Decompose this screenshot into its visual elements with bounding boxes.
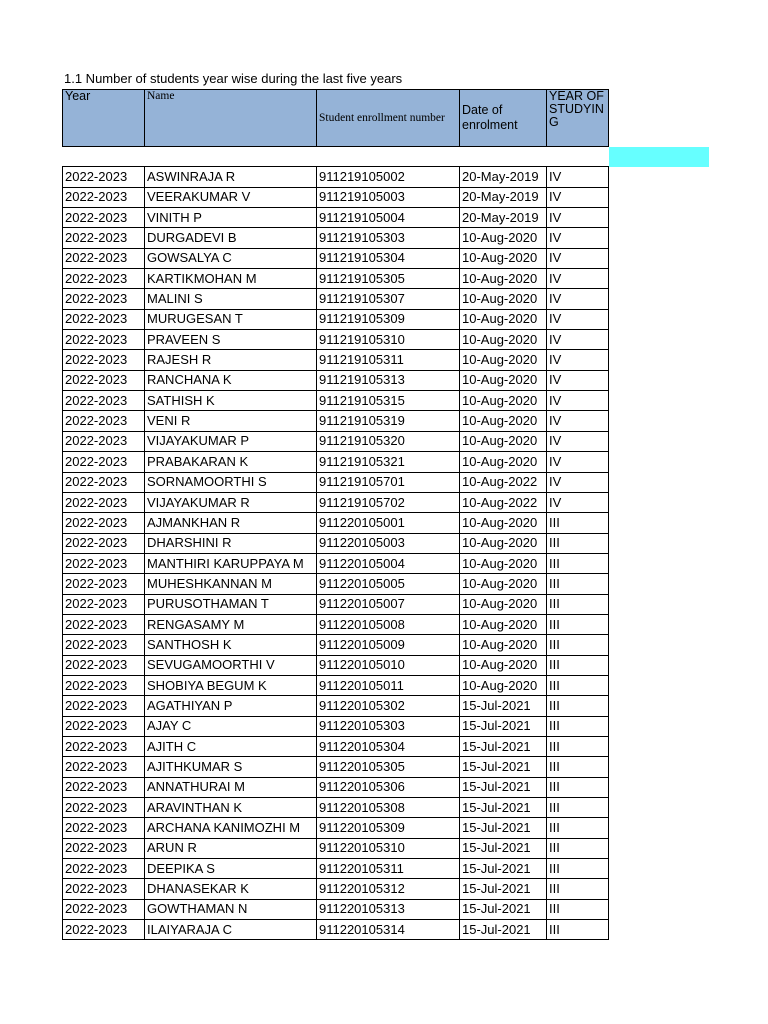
- cell-year-of-studying: III: [547, 859, 609, 879]
- cell-enrollment-number: 911219105702: [317, 492, 460, 512]
- cell-year-of-studying: III: [547, 614, 609, 634]
- cell-year: 2022-2023: [63, 594, 145, 614]
- header-enrollment-number: Student enrollment number: [317, 90, 460, 147]
- table-row: [63, 269, 609, 289]
- header-name: Name: [145, 90, 317, 147]
- table-row: [63, 920, 609, 940]
- cell-name: PURUSOTHAMAN T: [145, 594, 317, 614]
- cell-name: VEERAKUMAR V: [145, 187, 317, 207]
- cell-year-of-studying: IV: [547, 289, 609, 309]
- cell-enrollment-number: 911219105315: [317, 391, 460, 411]
- cell-year: 2022-2023: [63, 167, 145, 187]
- cell-name: AJITHKUMAR S: [145, 757, 317, 777]
- cell-year: 2022-2023: [63, 614, 145, 634]
- cell-year: 2022-2023: [63, 187, 145, 207]
- table-row: [63, 411, 609, 431]
- header-year: Year: [63, 90, 145, 147]
- cell-name: VINITH P: [145, 208, 317, 228]
- table-row: [63, 675, 609, 695]
- cell-name: RANCHANA K: [145, 370, 317, 390]
- cell-enrollment-number: 911220105308: [317, 798, 460, 818]
- cell-year: 2022-2023: [63, 391, 145, 411]
- cell-enrollment-number: 911220105302: [317, 696, 460, 716]
- cell-year: 2022-2023: [63, 696, 145, 716]
- table-row: [63, 370, 609, 390]
- cell-year: 2022-2023: [63, 757, 145, 777]
- cell-date-of-enrolment: 10-Aug-2022: [460, 472, 547, 492]
- cell-year: 2022-2023: [63, 920, 145, 940]
- cell-year-of-studying: IV: [547, 391, 609, 411]
- cell-name: AJMANKHAN R: [145, 513, 317, 533]
- cell-enrollment-number: 911219105309: [317, 309, 460, 329]
- table-row: [63, 696, 609, 716]
- cell-name: KARTIKMOHAN M: [145, 269, 317, 289]
- table-row: [63, 492, 609, 512]
- cell-enrollment-number: 911220105313: [317, 899, 460, 919]
- cell-year-of-studying: III: [547, 838, 609, 858]
- cell-date-of-enrolment: 10-Aug-2020: [460, 411, 547, 431]
- cell-name: DEEPIKA S: [145, 859, 317, 879]
- cell-date-of-enrolment: 10-Aug-2020: [460, 655, 547, 675]
- section-row: [63, 147, 609, 167]
- cell-name: VIJAYAKUMAR R: [145, 492, 317, 512]
- cell-year-of-studying: III: [547, 513, 609, 533]
- cell-date-of-enrolment: 10-Aug-2020: [460, 391, 547, 411]
- table-row: [63, 513, 609, 533]
- cell-enrollment-number: 911220105311: [317, 859, 460, 879]
- table-row: [63, 818, 609, 838]
- document-caption: 1.1 Number of students year wise during the last five years: [64, 71, 403, 86]
- table-row: [63, 594, 609, 614]
- cell-name: MUHESHKANNAN M: [145, 574, 317, 594]
- cell-date-of-enrolment: 10-Aug-2020: [460, 614, 547, 634]
- cell-enrollment-number: 911219105305: [317, 269, 460, 289]
- cell-date-of-enrolment: 20-May-2019: [460, 208, 547, 228]
- cell-date-of-enrolment: 10-Aug-2020: [460, 309, 547, 329]
- cell-enrollment-number: 911219105002: [317, 167, 460, 187]
- cell-year-of-studying: III: [547, 696, 609, 716]
- cell-date-of-enrolment: 20-May-2019: [460, 167, 547, 187]
- cell-year: 2022-2023: [63, 411, 145, 431]
- table-row: [63, 614, 609, 634]
- table-row: [63, 289, 609, 309]
- cell-year: 2022-2023: [63, 798, 145, 818]
- cell-year: 2022-2023: [63, 838, 145, 858]
- cell-name: ANNATHURAI M: [145, 777, 317, 797]
- cell-name: SATHISH K: [145, 391, 317, 411]
- cell-enrollment-number: 911219105319: [317, 411, 460, 431]
- cell-enrollment-number: 911220105303: [317, 716, 460, 736]
- cell-date-of-enrolment: 10-Aug-2020: [460, 330, 547, 350]
- cell-enrollment-number: 911219105003: [317, 187, 460, 207]
- cell-date-of-enrolment: 15-Jul-2021: [460, 696, 547, 716]
- section-row-cell: [63, 147, 609, 167]
- cell-date-of-enrolment: 10-Aug-2020: [460, 675, 547, 695]
- table-row: [63, 655, 609, 675]
- cell-name: MALINI S: [145, 289, 317, 309]
- cell-year: 2022-2023: [63, 553, 145, 573]
- cell-enrollment-number: 911220105004: [317, 553, 460, 573]
- cell-name: GOWTHAMAN N: [145, 899, 317, 919]
- table-row: [63, 757, 609, 777]
- cell-enrollment-number: 911220105003: [317, 533, 460, 553]
- cell-name: ARUN R: [145, 838, 317, 858]
- cell-enrollment-number: 911219105303: [317, 228, 460, 248]
- cell-year: 2022-2023: [63, 675, 145, 695]
- table-row: [63, 330, 609, 350]
- table-row: [63, 736, 609, 756]
- cell-year: 2022-2023: [63, 655, 145, 675]
- cell-year-of-studying: IV: [547, 167, 609, 187]
- cell-name: PRABAKARAN K: [145, 452, 317, 472]
- cell-name: DHARSHINI R: [145, 533, 317, 553]
- cell-enrollment-number: 911220105001: [317, 513, 460, 533]
- header-year-of-studying: YEAR OF STUDYIN G: [547, 90, 609, 147]
- cell-date-of-enrolment: 10-Aug-2020: [460, 594, 547, 614]
- cell-year-of-studying: IV: [547, 248, 609, 268]
- table-row: [63, 431, 609, 451]
- cell-year: 2022-2023: [63, 533, 145, 553]
- cell-date-of-enrolment: 15-Jul-2021: [460, 818, 547, 838]
- cell-year: 2022-2023: [63, 330, 145, 350]
- cell-name: AJITH C: [145, 736, 317, 756]
- table-row: [63, 248, 609, 268]
- cell-year: 2022-2023: [63, 879, 145, 899]
- cell-year: 2022-2023: [63, 716, 145, 736]
- cell-date-of-enrolment: 10-Aug-2020: [460, 452, 547, 472]
- cell-year-of-studying: IV: [547, 411, 609, 431]
- cell-date-of-enrolment: 15-Jul-2021: [460, 757, 547, 777]
- table-row: [63, 899, 609, 919]
- cell-name: RENGASAMY M: [145, 614, 317, 634]
- cell-date-of-enrolment: 10-Aug-2020: [460, 574, 547, 594]
- cell-name: ARCHANA KANIMOZHI M: [145, 818, 317, 838]
- cell-name: MANTHIRI KARUPPAYA M: [145, 553, 317, 573]
- cell-year: 2022-2023: [63, 289, 145, 309]
- cell-year-of-studying: III: [547, 655, 609, 675]
- table-row: [63, 635, 609, 655]
- cell-year-of-studying: III: [547, 736, 609, 756]
- cell-date-of-enrolment: 10-Aug-2020: [460, 269, 547, 289]
- cell-year-of-studying: III: [547, 899, 609, 919]
- cell-year-of-studying: IV: [547, 187, 609, 207]
- cell-date-of-enrolment: 10-Aug-2020: [460, 635, 547, 655]
- cell-date-of-enrolment: 10-Aug-2020: [460, 533, 547, 553]
- cell-name: VIJAYAKUMAR P: [145, 431, 317, 451]
- cell-enrollment-number: 911220105306: [317, 777, 460, 797]
- cell-year: 2022-2023: [63, 777, 145, 797]
- cell-date-of-enrolment: 15-Jul-2021: [460, 920, 547, 940]
- cell-year: 2022-2023: [63, 492, 145, 512]
- cell-year: 2022-2023: [63, 472, 145, 492]
- cell-enrollment-number: 911219105701: [317, 472, 460, 492]
- cell-enrollment-number: 911220105008: [317, 614, 460, 634]
- cell-name: ARAVINTHAN K: [145, 798, 317, 818]
- cell-year-of-studying: III: [547, 757, 609, 777]
- cell-date-of-enrolment: 10-Aug-2022: [460, 492, 547, 512]
- cell-name: GOWSALYA C: [145, 248, 317, 268]
- table-row: [63, 350, 609, 370]
- cell-year-of-studying: III: [547, 533, 609, 553]
- cell-year-of-studying: IV: [547, 492, 609, 512]
- cell-year-of-studying: IV: [547, 350, 609, 370]
- cell-enrollment-number: 911220105310: [317, 838, 460, 858]
- cell-name: AJAY C: [145, 716, 317, 736]
- cell-year: 2022-2023: [63, 350, 145, 370]
- cell-year-of-studying: IV: [547, 330, 609, 350]
- cell-date-of-enrolment: 10-Aug-2020: [460, 228, 547, 248]
- cell-enrollment-number: 911220105312: [317, 879, 460, 899]
- cell-enrollment-number: 911219105311: [317, 350, 460, 370]
- table-row: [63, 309, 609, 329]
- cell-year-of-studying: IV: [547, 228, 609, 248]
- cell-date-of-enrolment: 10-Aug-2020: [460, 350, 547, 370]
- cell-year-of-studying: IV: [547, 269, 609, 289]
- cell-enrollment-number: 911219105307: [317, 289, 460, 309]
- cell-date-of-enrolment: 15-Jul-2021: [460, 716, 547, 736]
- table-row: [63, 798, 609, 818]
- students-table: [62, 89, 609, 940]
- cell-year-of-studying: III: [547, 716, 609, 736]
- table-row: [63, 452, 609, 472]
- cell-name: DHANASEKAR K: [145, 879, 317, 899]
- cell-year: 2022-2023: [63, 208, 145, 228]
- cell-name: SORNAMOORTHI S: [145, 472, 317, 492]
- cell-enrollment-number: 911220105005: [317, 574, 460, 594]
- table-row: [63, 391, 609, 411]
- cell-enrollment-number: 911219105321: [317, 452, 460, 472]
- table-row: [63, 553, 609, 573]
- table-row: [63, 838, 609, 858]
- cell-year: 2022-2023: [63, 269, 145, 289]
- cell-enrollment-number: 911220105304: [317, 736, 460, 756]
- cell-year-of-studying: III: [547, 574, 609, 594]
- cell-year-of-studying: IV: [547, 370, 609, 390]
- cell-year-of-studying: III: [547, 798, 609, 818]
- cell-year-of-studying: III: [547, 777, 609, 797]
- cell-year-of-studying: IV: [547, 452, 609, 472]
- cell-year: 2022-2023: [63, 899, 145, 919]
- table-row: [63, 859, 609, 879]
- cell-date-of-enrolment: 15-Jul-2021: [460, 736, 547, 756]
- table-row: [63, 167, 609, 187]
- cell-year-of-studying: IV: [547, 472, 609, 492]
- cell-enrollment-number: 911220105010: [317, 655, 460, 675]
- cell-name: RAJESH R: [145, 350, 317, 370]
- cell-year-of-studying: III: [547, 920, 609, 940]
- table-header-row: [63, 90, 609, 147]
- cell-enrollment-number: 911219105320: [317, 431, 460, 451]
- cell-date-of-enrolment: 15-Jul-2021: [460, 798, 547, 818]
- cell-enrollment-number: 911220105009: [317, 635, 460, 655]
- table-row: [63, 187, 609, 207]
- table-row: [63, 472, 609, 492]
- cell-date-of-enrolment: 15-Jul-2021: [460, 879, 547, 899]
- cell-year: 2022-2023: [63, 635, 145, 655]
- cell-date-of-enrolment: 15-Jul-2021: [460, 899, 547, 919]
- cell-year: 2022-2023: [63, 309, 145, 329]
- cell-year-of-studying: IV: [547, 431, 609, 451]
- cell-enrollment-number: 911220105007: [317, 594, 460, 614]
- cell-date-of-enrolment: 10-Aug-2020: [460, 248, 547, 268]
- cell-name: AGATHIYAN P: [145, 696, 317, 716]
- cell-name: ILAIYARAJA C: [145, 920, 317, 940]
- cell-date-of-enrolment: 15-Jul-2021: [460, 838, 547, 858]
- cell-year: 2022-2023: [63, 859, 145, 879]
- table-row: [63, 777, 609, 797]
- table-row: [63, 228, 609, 248]
- cell-year: 2022-2023: [63, 818, 145, 838]
- cell-name: SHOBIYA BEGUM K: [145, 675, 317, 695]
- cell-date-of-enrolment: 15-Jul-2021: [460, 859, 547, 879]
- cell-year: 2022-2023: [63, 431, 145, 451]
- cell-enrollment-number: 911220105305: [317, 757, 460, 777]
- cell-year-of-studying: III: [547, 879, 609, 899]
- cell-name: PRAVEEN S: [145, 330, 317, 350]
- cell-enrollment-number: 911219105004: [317, 208, 460, 228]
- cell-name: SEVUGAMOORTHI V: [145, 655, 317, 675]
- cell-year-of-studying: IV: [547, 208, 609, 228]
- cell-date-of-enrolment: 10-Aug-2020: [460, 513, 547, 533]
- cell-year: 2022-2023: [63, 370, 145, 390]
- cell-enrollment-number: 911220105309: [317, 818, 460, 838]
- table-row: [63, 574, 609, 594]
- cell-enrollment-number: 911219105310: [317, 330, 460, 350]
- cell-year: 2022-2023: [63, 248, 145, 268]
- cell-date-of-enrolment: 10-Aug-2020: [460, 289, 547, 309]
- cell-year-of-studying: IV: [547, 309, 609, 329]
- cell-date-of-enrolment: 10-Aug-2020: [460, 431, 547, 451]
- cell-name: DURGADEVI B: [145, 228, 317, 248]
- cell-year-of-studying: III: [547, 594, 609, 614]
- table-row: [63, 716, 609, 736]
- cell-name: MURUGESAN T: [145, 309, 317, 329]
- cell-name: SANTHOSH K: [145, 635, 317, 655]
- cell-year: 2022-2023: [63, 736, 145, 756]
- cell-name: VENI R: [145, 411, 317, 431]
- header-date-of-enrolment: Date of enrolment: [460, 90, 547, 147]
- cell-year: 2022-2023: [63, 452, 145, 472]
- cell-year-of-studying: III: [547, 675, 609, 695]
- cell-enrollment-number: 911220105314: [317, 920, 460, 940]
- table-row: [63, 208, 609, 228]
- cell-year-of-studying: III: [547, 818, 609, 838]
- table-row: [63, 879, 609, 899]
- cell-enrollment-number: 911220105011: [317, 675, 460, 695]
- cell-date-of-enrolment: 10-Aug-2020: [460, 370, 547, 390]
- cell-date-of-enrolment: 20-May-2019: [460, 187, 547, 207]
- cell-date-of-enrolment: 15-Jul-2021: [460, 777, 547, 797]
- cell-year-of-studying: III: [547, 635, 609, 655]
- cell-year-of-studying: III: [547, 553, 609, 573]
- cell-name: ASWINRAJA R: [145, 167, 317, 187]
- cell-year: 2022-2023: [63, 513, 145, 533]
- cell-enrollment-number: 911219105313: [317, 370, 460, 390]
- cell-year: 2022-2023: [63, 574, 145, 594]
- cell-year: 2022-2023: [63, 228, 145, 248]
- cell-date-of-enrolment: 10-Aug-2020: [460, 553, 547, 573]
- cell-enrollment-number: 911219105304: [317, 248, 460, 268]
- table-row: [63, 533, 609, 553]
